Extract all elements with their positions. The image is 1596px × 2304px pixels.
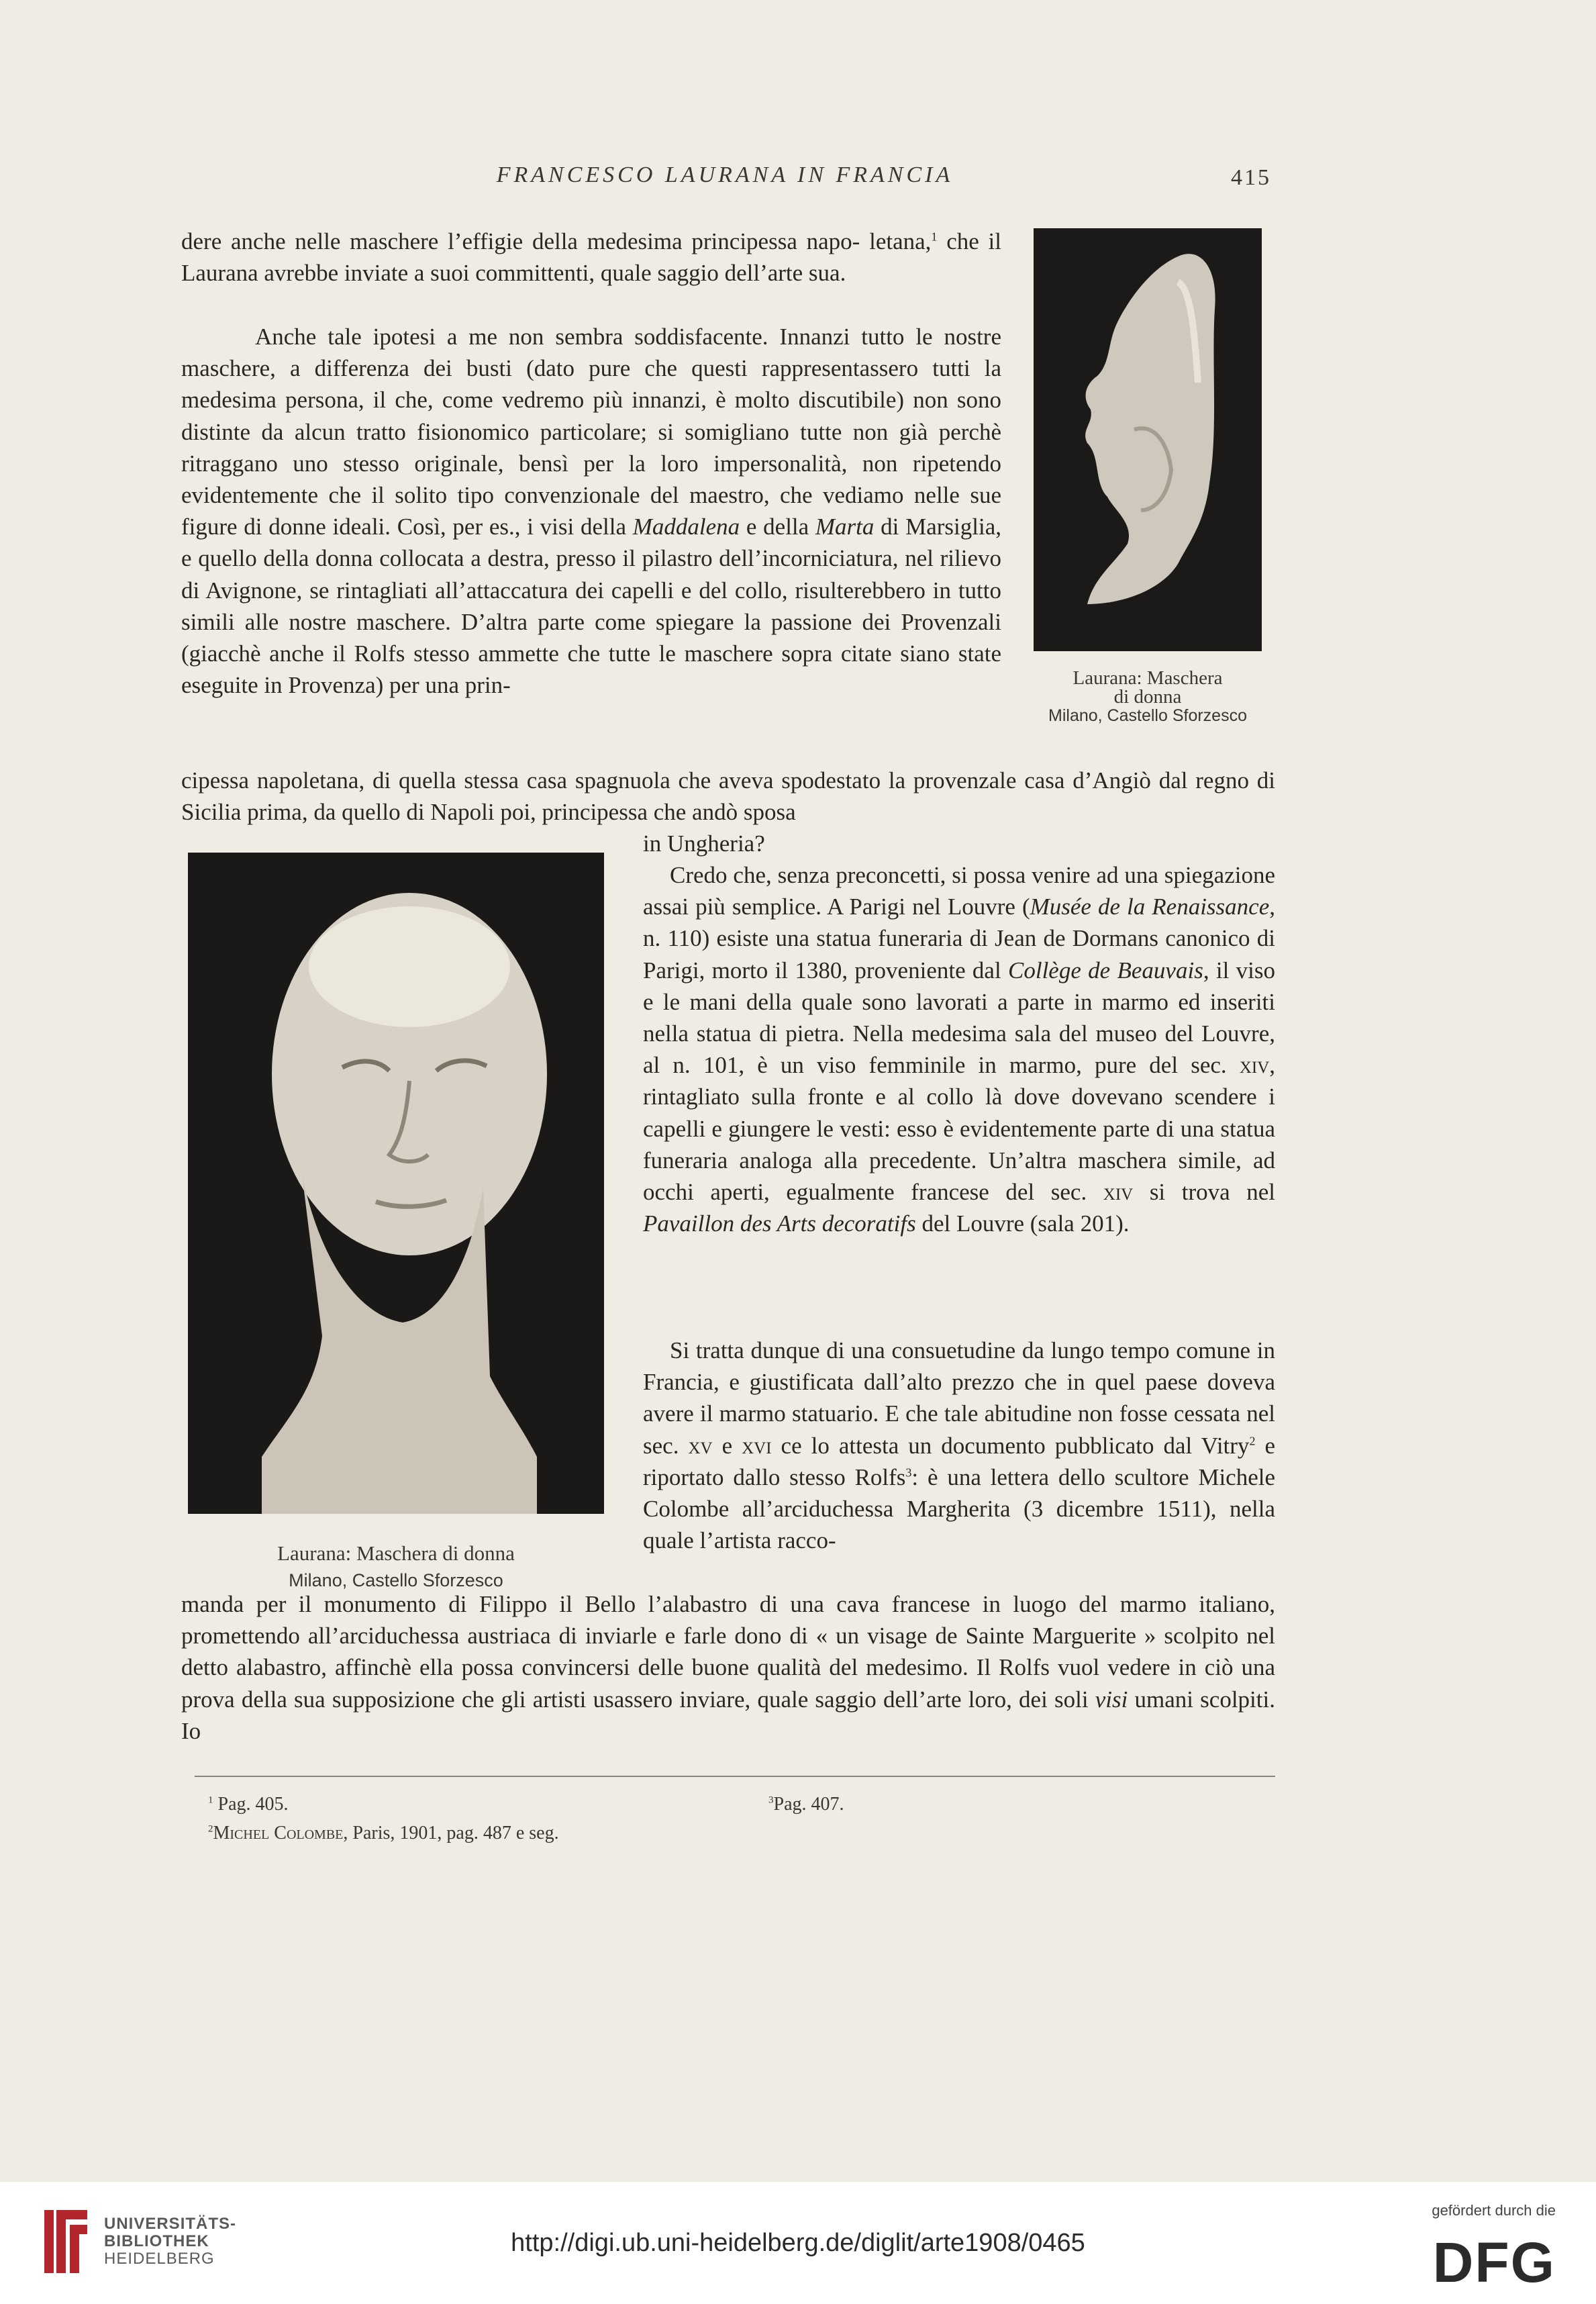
paragraph-1: dere anche nelle maschere l’effigie della medesima principessa napo- letana,$^1$ che il Laurana avrebbe inviate a suoi committenti, quale saggio dell’arte sua. — [181, 228, 1001, 287]
mask-profile-image — [1034, 228, 1262, 651]
paragraph-4-continuation: manda per il monumento di Filippo il Bello l’alabastro di una cava francese in luogo del marmo italiano, promettendo all’arciduchessa austriaca di inviarle e farle dono di « un visage de Sainte Marguerite » scolpito nel detto alabastro, affinchè ella possa convincersi delle buone qualità del medesimo. Il Rolfs vuol vedere in ciò una prova della sua supposizione che gli artisti usassero inviare, quale saggio dell’arte loro, dei soli visi umani scolpiti. Io — [181, 1591, 1275, 1744]
digitization-footer — [0, 2182, 1596, 2304]
footnote-ref-1: 1 — [931, 230, 938, 244]
paragraph-2-end: in Ungheria? — [643, 830, 765, 857]
paragraph-2: Anche tale ipotesi a me non sembra soddisfacente. Innanzi tutto le nostre maschere, a differenza dei busti (dato pure che questi rappresentassero tutti la medesima persona, il che, come vedremo più innanzi, è molto discutibile) non sono distinte da alcun tratto fisionomico particolare; si somigliano tutte non già perchè ritraggano uno stesso originale, bensì per la loro impersonalità, non ripetendo evidentemente che il solito tipo convenzionale del maestro, che vediamo nelle sue figure di donne ideali. Così, per es., i visi della Maddalena e della Marta di Marsiglia, e quello della donna collocata a destra, presso il pilastro dell’incorniciatura, nel rilievo di Avignone, se rintagliati all’attaccatura dei capelli e del collo, risulterebbero in tutto simili alle nostre maschere. D’altra parte come spiegare la passione dei Provenzali (giacchè anche il Rolfs stesso ammette che tutte le maschere sopra citate siano state eseguite in Provenza) per una prin- — [181, 324, 1001, 699]
paragraph-3: Credo che, senza preconcetti, si possa venire ad una spiegazione assai più semplice. A Parigi nel Louvre (Musée de la Renaissance, n. 110) esiste una statua funeraria di Jean de Dormans canonico di Parigi, morto il 1380, proveniente dal Collège de Beauvais, il viso e le mani della quale sono lavorati a parte in marmo ed inseriti nella statua di pietra. Nella medesima sala del museo del Louvre, al n. 101, è un viso femminile in marmo, pure del sec. xiv, rintagliato sulla fronte e al collo là dove dovevano scendere i capelli e giungere le vesti: esso è evidentemente parte di una statua funeraria analoga alla precedente. Un’altra maschera simile, ad occhi aperti, egualmente francese del sec. xiv si trova nel Pavaillon des Arts decoratifs del Louvre (sala 201). — [643, 862, 1275, 1237]
running-head — [0, 162, 1596, 203]
page-number: 415 — [1231, 165, 1271, 190]
funding-label: gefördert durch die — [1432, 2202, 1556, 2219]
footnote-3: $^3$Pag. 407. — [768, 1794, 844, 1815]
footnote-1: $^1$ Pag. 405. — [208, 1794, 289, 1815]
footnote-2: $^2$Michel Colombe, Paris, 1901, pag. 487 e seg. — [208, 1823, 559, 1843]
footnote-ref-3: 3 — [905, 1466, 912, 1480]
figure-mask-frontal — [188, 853, 604, 1514]
university-library-name: UNIVERSITÄTS- BIBLIOTHEK HEIDELBERG — [104, 2215, 237, 2268]
paragraph-2-continuation: cipessa napoletana, di quella stessa casa spagnuola che aveva spodestato la provenzale casa d’Angiò dal regno di Sicilia prima, da quello di Napoli poi, principessa che andò sposa — [181, 767, 1275, 826]
running-title: FRANCESCO LAURANA IN FRANCIA — [496, 162, 954, 187]
paragraph-4: Si tratta dunque di una consuetudine da lungo tempo comune in Francia, e giustificata dall’alto prezzo che in quel paese doveva avere il marmo statuario. E che tale abitudine non fosse cessata nel sec. xv e xvi ce lo attesta un documento pubblicato dal Vitry$^2$ e riportato dallo stesso Rolfs$^3$: è una lettera dello scultore Michele Colombe all’arciduchessa Margherita (3 dicembre 1511), nella quale l’artista racco- — [643, 1337, 1275, 1554]
footnote-ref-2: 2 — [1249, 1433, 1256, 1447]
footnote-rule — [195, 1776, 1275, 1777]
figure-caption-left: Laurana: Maschera di donna Milano, Castello Sforzesco — [277, 1541, 515, 1590]
figure-caption-top: Laurana: Maschera di donna Milano, Castello Sforzesco — [1048, 667, 1247, 725]
mask-frontal-image — [188, 853, 604, 1514]
figure-mask-profile — [1034, 228, 1262, 651]
dfg-logo: DFG — [1432, 2231, 1556, 2294]
source-url-link[interactable]: http://digi.ub.uni-heidelberg.de/diglit/arte1908/0465 — [511, 2229, 1085, 2257]
